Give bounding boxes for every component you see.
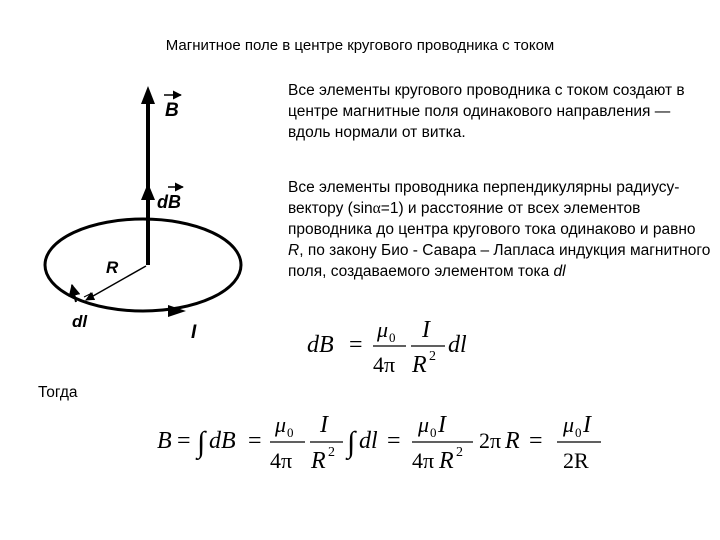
f2-mu-a-sub: 0 (287, 425, 294, 440)
then-label: Тогда (38, 384, 78, 401)
alpha-symbol: α (372, 200, 381, 217)
f2-r-b: R (439, 448, 454, 474)
f2-two-pi: 2π (479, 428, 502, 453)
f1-mu-sub: 0 (389, 330, 396, 345)
f2-r-b-sup: 2 (456, 445, 463, 460)
f2-current-c: I (583, 412, 591, 438)
paragraph-fields-direction: Все элементы кругового проводника с током создают в центре магнитные поля одинакового направления — вдоль нормали от витка. (288, 82, 685, 141)
f2-r-c: R (505, 428, 520, 454)
f1-r: R (412, 352, 427, 378)
f2-current-a: I (320, 412, 328, 438)
f1-mu: μ (377, 317, 389, 342)
r-label: R (106, 258, 119, 277)
f2-eq1: = (177, 428, 191, 454)
page-title: Магнитное поле в центре кругового проводника с током (165, 37, 555, 54)
f2-r-a: R (311, 448, 326, 474)
f1-lhs: dB (307, 332, 334, 358)
db-arrowhead (141, 183, 155, 200)
f2-dl: dl (359, 428, 378, 454)
f2-db: dB (209, 428, 236, 454)
f2-eq4: = (529, 428, 543, 454)
dl-arrow (72, 285, 76, 302)
current-label: I (191, 322, 197, 343)
f2-four-pi-a: 4π (270, 448, 293, 473)
f2-integral2: ∫ (347, 426, 356, 459)
p2-text-2: =1) и расстояние от всех элементов проводника до центра кругового тока одинаково и равно (288, 200, 696, 238)
formula-db (305, 312, 505, 382)
p2-text-3: , по закону Био - Савара – Лапласа индукция магнитного поля, создаваемого элементом тока (288, 242, 711, 280)
f2-integral1: ∫ (197, 426, 206, 459)
f2-mu-b: μ (418, 412, 430, 437)
f2-four-pi-b: 4π (412, 448, 435, 473)
f2-eq3: = (387, 428, 401, 454)
f2-current-b: I (438, 412, 446, 438)
p2-dl-symbol: dl (553, 263, 566, 280)
f2-b: B (157, 428, 172, 454)
p2-text-1: Все элементы проводника перпендикулярны радиусу-вектору (sin (288, 179, 680, 217)
f2-mu-c-sub: 0 (575, 425, 582, 440)
formula-b-total (155, 405, 615, 480)
f2-eq2: = (248, 428, 262, 454)
f2-mu-c: μ (563, 412, 575, 437)
b-arrowhead (141, 86, 155, 104)
p2-radius-symbol: R (288, 242, 300, 259)
f2-two-r: 2R (563, 448, 589, 473)
db-label: dB (157, 192, 181, 212)
dl-label: dl (72, 312, 88, 331)
f2-r-a-sup: 2 (328, 445, 335, 460)
f1-eq: = (349, 332, 363, 358)
f2-mu-b-sub: 0 (430, 425, 437, 440)
b-label: B (165, 100, 179, 121)
f1-r-sup: 2 (429, 349, 436, 364)
f1-current: I (422, 317, 430, 343)
f1-four-pi: 4π (373, 352, 396, 377)
f1-dl: dl (448, 332, 467, 358)
f2-mu-a: μ (275, 412, 287, 437)
